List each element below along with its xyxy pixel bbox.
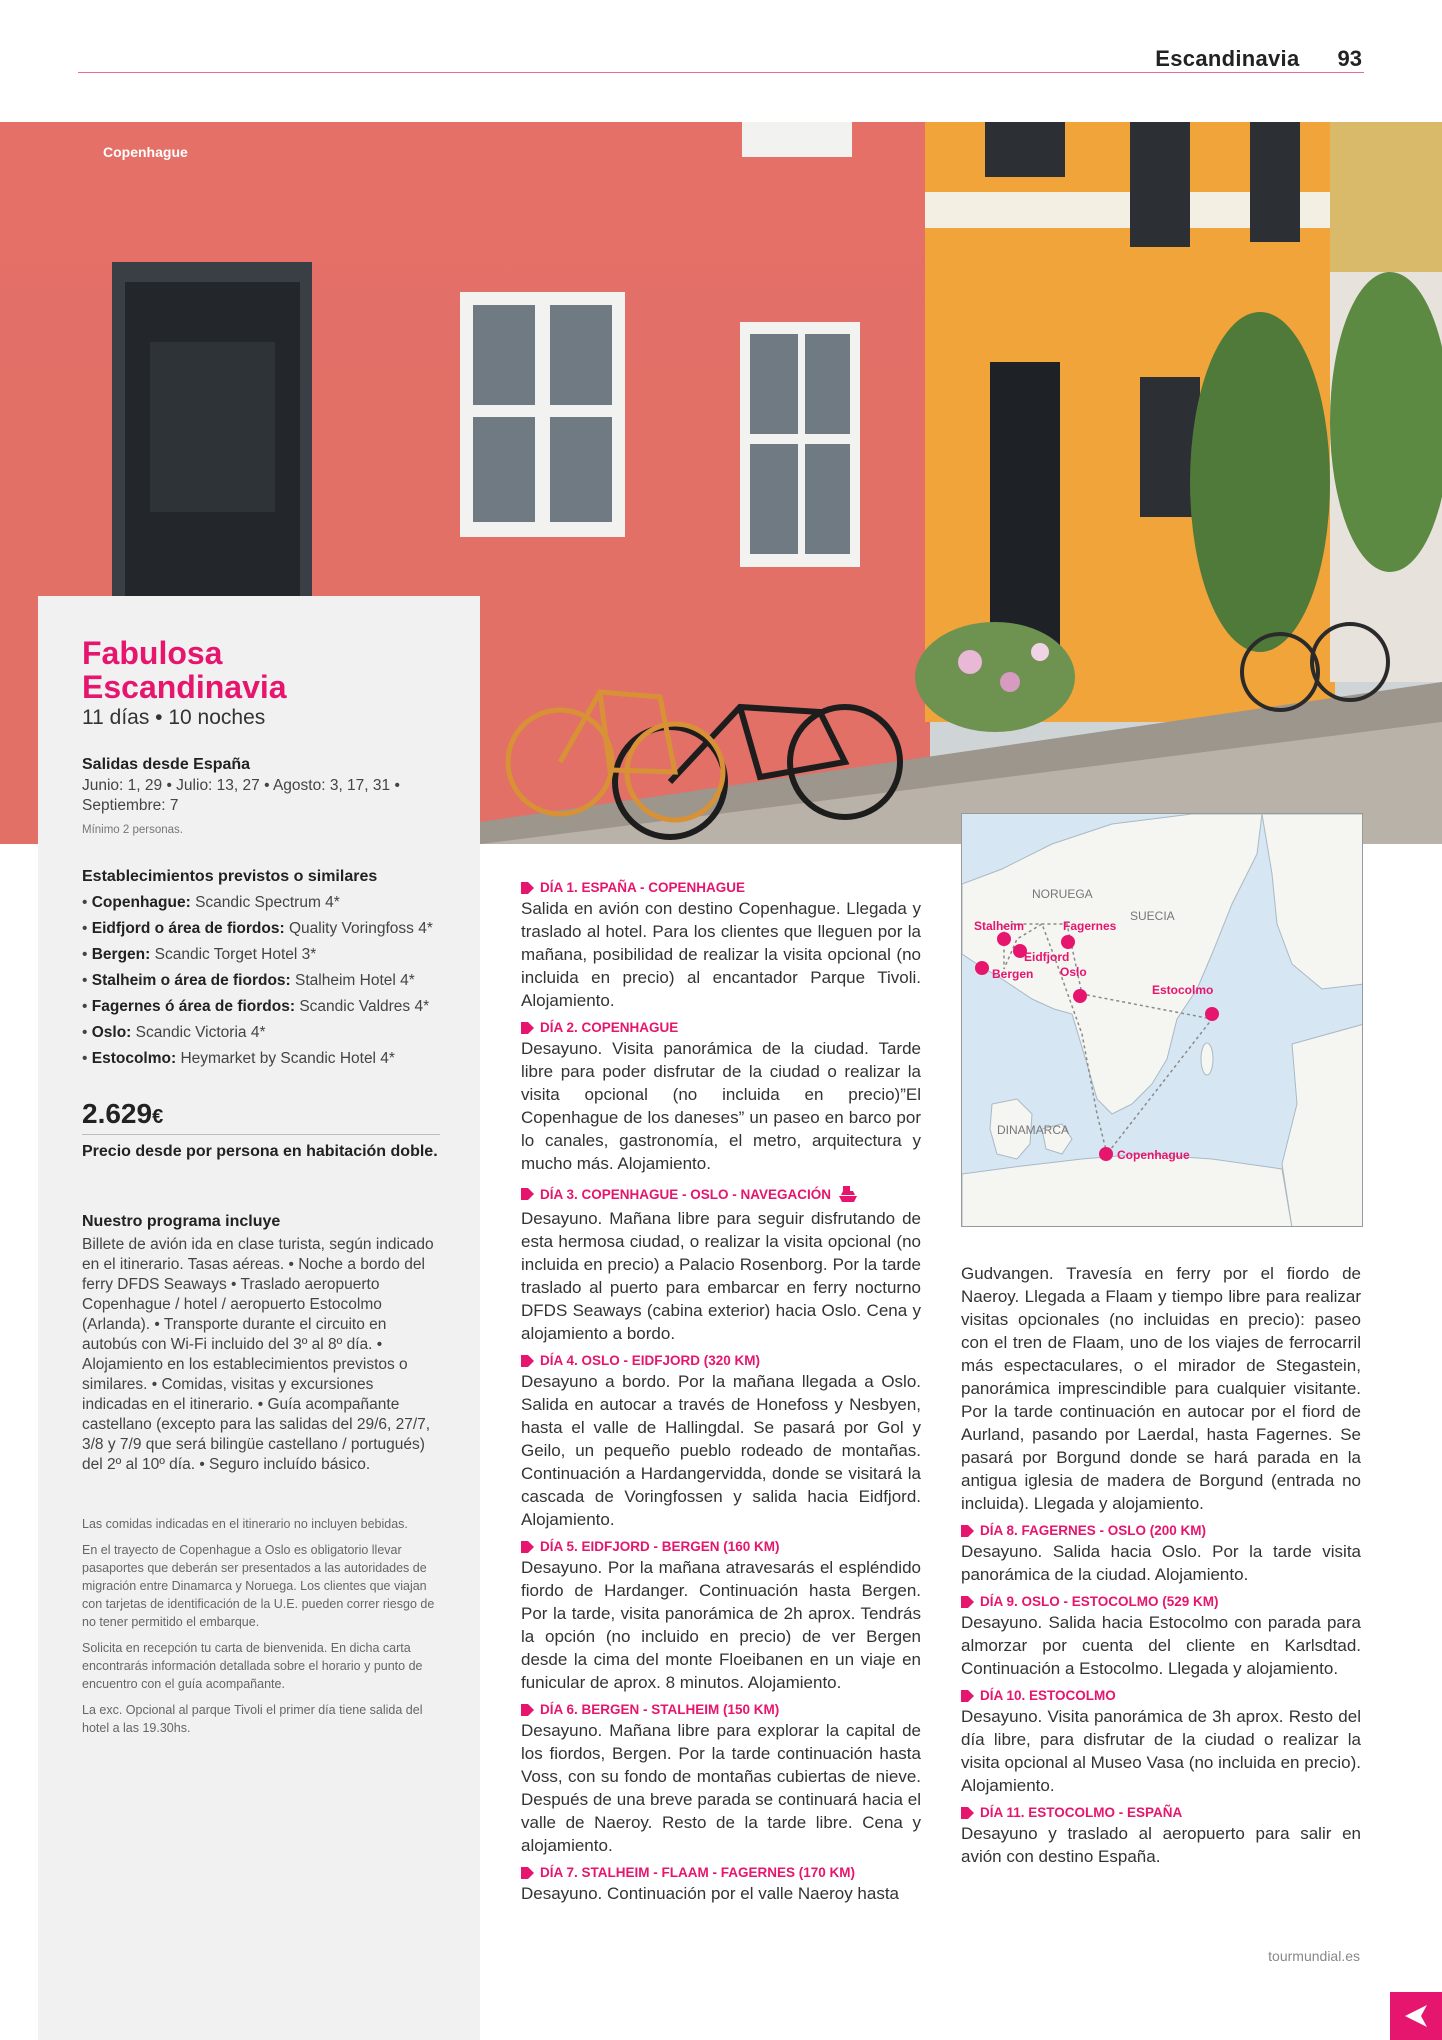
departures-dates: Junio: 1, 29 • Julio: 13, 27 • Agosto: 3, 17, 31 • Septiembre: 7 [82,777,400,814]
bullet-marker-icon [521,1704,534,1716]
bullet-marker-icon [961,1690,974,1702]
list-item: • Copenhague: Scandic Spectrum 4* [82,890,440,916]
day-1 [521,880,921,1012]
day-title: DÍA 8. FAGERNES - OSLO (200 KM) [980,1523,1207,1538]
list-item: • Oslo: Scandic Victoria 4* [82,1020,440,1046]
day-title: DÍA 6. BERGEN - STALHEIM (150 KM) [540,1702,780,1717]
day-7-continued [961,1262,1361,1515]
day-2 [521,1020,921,1175]
day-text: Desayuno. Salida hacia Oslo. Por la tarde visita panorámica de la ciudad. Alojamiento. [961,1542,1361,1584]
day-title: DÍA 1. ESPAÑA - COPENHAGUE [540,880,746,895]
departures-heading: Salidas desde España [82,756,251,773]
list-item: • Eidfjord o área de fiordos: Quality Voringfoss 4* [82,916,440,942]
hotels-list [82,890,440,1072]
arrow-left-icon [1401,2001,1431,2031]
list-item: • Bergen: Scandic Torget Hotel 3* [82,942,440,968]
trip-title-line1: Fabulosa [82,635,223,671]
notes [82,1515,440,1737]
map-country-label: NORUEGA [1032,887,1093,901]
day-text: Desayuno a bordo. Por la mañana llegada a Oslo. Salida en autocar a través de Honefoss y Nesbyen, hasta el valle de Hallingdal. Se pasará por Gol y Geilo, un pequeño pueblo rodeado de montañas. Continuación a Hardangervidda, donde se visitará la cascada de Voringfossen y salida hacia Eidfjord. Alojamiento. [521,1372,921,1529]
map-city-label: Oslo [1060,965,1087,979]
list-item: • Estocolmo: Heymarket by Scandic Hotel 4* [82,1046,440,1072]
day-9 [961,1594,1361,1680]
map-city-label: Estocolmo [1152,983,1214,997]
trip-duration: 11 días • 10 noches [82,706,266,729]
bullet-marker-icon [961,1807,974,1819]
day-4 [521,1353,921,1531]
day-text: Desayuno. Visita panorámica de la ciudad. Tarde libre para poder disfrutar de la ciudad o realizar la visita opcional (no incluida en precio)”El Copenhague de los daneses” un paseo en barco por lo canales, gastronomía, el metro, arquitectura y mucho más. Alojamiento. [521,1039,921,1173]
bullet-marker-icon [521,1022,534,1034]
day-3 [521,1183,921,1345]
day-text: Desayuno. Visita panorámica de 3h aprox. Resto del día libre, para disfrutar de la ciudad o realizar la visita opcional al Museo Vasa (no incluida en precio). Alojamiento. [961,1707,1361,1795]
note: Las comidas indicadas en el itinerario no incluyen bebidas. [82,1517,408,1531]
hotels-heading: Establecimientos previstos o similares [82,868,378,885]
day-11 [961,1805,1361,1868]
map-country-label: SUECIA [1130,909,1175,923]
day-title: DÍA 10. ESTOCOLMO [980,1688,1116,1703]
bullet-marker-icon [961,1525,974,1537]
bullet-marker-icon [961,1596,974,1608]
bullet-marker-icon [521,882,534,894]
trip-title-line2: Escandinavia [82,669,287,705]
note: La exc. Opcional al parque Tivoli el primer día tiene salida del hotel a las 19.30hs. [82,1703,423,1735]
day-text: Desayuno. Por la mañana atravesarás el espléndido fiordo de Hardanger. Continuación hasta Bergen. Por la tarde, visita panorámica de 2h aprox. Tendrás la opción (no incluido en precio) de ver Bergen desde la cima del monte Floeibanen en un viaje en funicular de aprox. 8 minutos. Alojamiento. [521,1558,921,1692]
day-8 [961,1523,1361,1586]
day-text: Desayuno. Continuación por el valle Naeroy hasta [521,1884,900,1903]
trip-summary-panel [38,596,480,2040]
price: 2.629€ [82,1098,440,1135]
note: En el trayecto de Copenhague a Oslo es obligatorio llevar pasaportes que deberán ser presentados a las autoridades de migración entre Dinamarca y Noruega. Los clientes que viajan con tarjetas de identificación de la U.E. pueden correr riesgo de no tener permitido el embarque. [82,1543,435,1629]
bullet-marker-icon [521,1188,534,1200]
bullet-marker-icon [521,1355,534,1367]
minimum-people: Mínimo 2 personas. [82,824,183,836]
map-city-label: Bergen [992,967,1034,981]
list-item: • Stalheim o área de fiordos: Stalheim Hotel 4* [82,968,440,994]
day-title: DÍA 4. OSLO - EIDFJORD (320 KM) [540,1353,761,1368]
map-city-label: Stalheim [974,919,1025,933]
ship-icon [837,1183,859,1205]
bullet-marker-icon [521,1867,534,1879]
program-heading: Nuestro programa incluye [82,1213,281,1230]
day-7 [521,1865,921,1905]
day-5 [521,1539,921,1694]
day-6 [521,1702,921,1857]
day-text: Desayuno. Mañana libre para explorar la capital de los fiordos, Bergen. Por la tarde continuación hasta Voss, con su fondo de montañas cubiertas de nieve. Después de una breve parada se continuará hacia el valle de Naeroy. Resto de la tarde libre. Cena y alojamiento. [521,1721,921,1855]
day-text: Salida en avión con destino Copenhague. Llegada y traslado al hotel. Para los clientes que lleguen por la mañana, posibilidad de realizar la visita opcional (no incluida en precio) al encantador Parque Tivoli. Alojamiento. [521,899,921,1010]
back-arrow-button[interactable] [1390,1992,1442,2040]
header-divider [78,72,1364,73]
footer-url[interactable]: tourmundial.es [1268,1948,1360,1964]
day-title: DÍA 11. ESTOCOLMO - ESPAÑA [980,1805,1183,1820]
map-city-label: Eidfjord [1024,950,1070,964]
itinerary-column-2 [961,1262,1361,1876]
program-text: Billete de avión ida en clase turista, según indicado en el itinerario. Tasas aéreas. • Noche a bordo del ferry DFDS Seaways • Traslado aeropuerto Copenhague / hotel / aeropuerto Estocolmo (Arlanda). • Transporte durante el circuito en autobús con Wi-Fi incluido del 3º al 8º día. • Alojamiento en los establecimientos previstos o similares. • Comidas, visitas y excursiones indicadas en el itinerario. • Guía acompañante castellano (excepto para las salidas del 29/6, 27/7, 3/8 y 7/9 que será bilingüe castellano / portugués) del 2º al 10º día. • Seguro incluído básico. [82,1236,434,1473]
map-country-label: DINAMARCA [997,1123,1070,1137]
day-text: Desayuno. Mañana libre para seguir disfrutando de esta hermosa ciudad, o realizar la visita opcional (no incluida en precio) a Palacio Rosenborg. Por la tarde traslado al puerto para embarcar en ferry nocturno DFDS Seaways (cabina exterior) hacia Oslo. Cena y alojamiento a bordo. [521,1209,921,1343]
day-text: Desayuno y traslado al aeropuerto para salir en avión con destino España. [961,1824,1361,1866]
day-title: DÍA 7. STALHEIM - FLAAM - FAGERNES (170 KM) [540,1865,856,1880]
day-text: Desayuno. Salida hacia Estocolmo con parada para almorzar por cuenta del cliente en Karlsdtad. Continuación a Estocolmo. Llegada y alojamiento. [961,1613,1361,1678]
day-title: DÍA 5. EIDFJORD - BERGEN (160 KM) [540,1539,780,1554]
itinerary-column-1 [521,880,921,1913]
section-title: Escandinavia [1155,46,1300,71]
list-item: • Fagernes ó área de fiordos: Scandic Valdres 4* [82,994,440,1020]
day-title: DÍA 3. COPENHAGUE - OSLO - NAVEGACIÓN [540,1186,832,1202]
note: Solicita en recepción tu carta de bienvenida. En dicha carta encontrarás información detallada sobre el horario y punto de encuentro con el guía acompañante. [82,1641,423,1691]
day-text: Gudvangen. Travesía en ferry por el fiordo de Naeroy. Llegada a Flaam y tiempo libre para realizar visitas opcionales (no incluidas en precio): paseo con el tren de Flaam, uno de los viajes de ferrocarril más espectaculares, o el mirador de Stegastein, panorámica imprescindible para cualquier visitante. Por la tarde continuación en autocar por el fiord de Aurland, pasando por Laerdal, hasta Fagernes. Se pasará por Borgund donde se hará parada en la antigua iglesia de madera de Borgund (entrada no incluida). Llegada y alojamiento. [961,1264,1361,1513]
page-number: 93 [1337,46,1362,71]
route-map [961,813,1363,1227]
map-city-label: Copenhague [1117,1148,1190,1162]
day-10 [961,1688,1361,1797]
photo-caption: Copenhague [103,144,188,160]
map-city-label: Fagernes [1063,919,1117,933]
page-header [1155,46,1362,72]
price-note: Precio desde por persona en habitación doble. [82,1143,438,1160]
day-title: DÍA 2. COPENHAGUE [540,1020,679,1035]
bullet-marker-icon [521,1541,534,1553]
day-title: DÍA 9. OSLO - ESTOCOLMO (529 KM) [980,1594,1219,1609]
